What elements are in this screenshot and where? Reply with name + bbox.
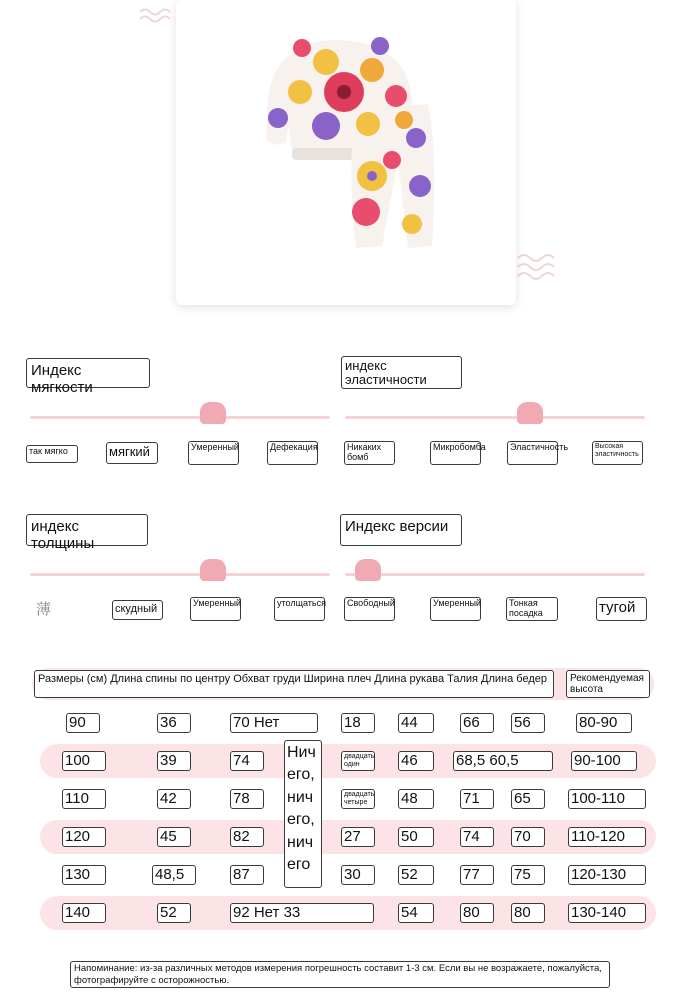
size-cell: 100-110 bbox=[568, 789, 646, 809]
version-label-slim-fit: Тонкая посадка bbox=[506, 597, 558, 621]
size-cell: 44 bbox=[398, 713, 434, 733]
size-cell: 90 bbox=[66, 713, 100, 733]
pajama-set-image bbox=[176, 0, 516, 305]
elasticity-label-high: Высокая эластичность bbox=[592, 441, 643, 465]
thickness-label-moderate: Умеренный bbox=[190, 597, 241, 621]
version-label-moderate: Умеренный bbox=[430, 597, 481, 621]
size-cell: 90-100 bbox=[571, 751, 637, 771]
size-cell: 75 bbox=[511, 865, 545, 885]
size-cell: 74 bbox=[460, 827, 494, 847]
thickness-slider-marker bbox=[200, 559, 226, 581]
elasticity-label-elastic: Эластичность bbox=[507, 441, 558, 465]
size-cell: 71 bbox=[460, 789, 494, 809]
softness-label-defecation: Дефекация bbox=[267, 441, 318, 465]
size-cell: 80 bbox=[511, 903, 545, 923]
version-label-tight: тугой bbox=[596, 597, 647, 621]
size-cell: 70 bbox=[511, 827, 545, 847]
size-cell: 46 bbox=[398, 751, 434, 771]
version-slider-track bbox=[345, 573, 645, 576]
size-cell: 45 bbox=[157, 827, 191, 847]
decorative-wave-top-left bbox=[138, 6, 178, 26]
softness-label-very-soft: так мягко bbox=[26, 445, 78, 463]
softness-label-soft: мягкий bbox=[106, 442, 158, 464]
version-slider-marker bbox=[355, 559, 381, 581]
size-cell: 39 bbox=[157, 751, 191, 771]
size-cell: 130 bbox=[62, 865, 106, 885]
size-cell: 77 bbox=[460, 865, 494, 885]
size-cell: 66 bbox=[460, 713, 494, 733]
thickness-slider-track bbox=[30, 573, 330, 576]
size-cell: 100 bbox=[62, 751, 106, 771]
size-cell: 140 bbox=[62, 903, 106, 923]
version-index-title: Индекс версии bbox=[340, 514, 462, 546]
size-cell: 78 bbox=[230, 789, 264, 809]
size-table-header: Размеры (см) Длина спины по центру Обхват груди Ширина плеч Длина рукава Талия Длина бедер bbox=[34, 670, 554, 698]
softness-slider-marker bbox=[200, 402, 226, 424]
thickness-label-thicken: утолщаться bbox=[274, 597, 325, 621]
softness-label-moderate: Умеренный bbox=[188, 441, 239, 465]
size-cell: 80 bbox=[460, 903, 494, 923]
size-cell: 48 bbox=[398, 789, 434, 809]
elasticity-label-none: Никаких бомб bbox=[344, 441, 395, 465]
size-cell: 70 Нет bbox=[230, 713, 318, 733]
size-cell: 48,5 bbox=[152, 865, 196, 885]
size-cell: 92 Нет 33 bbox=[230, 903, 374, 923]
thickness-label-scanty: скудный bbox=[112, 600, 163, 620]
size-cell: 80-90 bbox=[576, 713, 632, 733]
softness-index-title: Индекс мягкости bbox=[26, 358, 150, 388]
size-cell: 52 bbox=[398, 865, 434, 885]
size-merged-cell: Ничего, ничего, ничего bbox=[284, 740, 322, 888]
size-cell: 52 bbox=[157, 903, 191, 923]
elasticity-slider-track bbox=[345, 416, 645, 419]
elasticity-index-title: индекс эластичности bbox=[341, 356, 462, 389]
measurement-note: Напоминание: из-за различных методов измерения погрешность составит 1-3 см. Если вы не возражаете, пожалуйста, фотографируйте с осторожностью. bbox=[70, 961, 610, 988]
product-photo-card bbox=[176, 0, 516, 305]
elasticity-slider-marker bbox=[517, 402, 543, 424]
size-cell: 42 bbox=[157, 789, 191, 809]
size-cell: 130-140 bbox=[568, 903, 646, 923]
thickness-index-title: индекс толщины bbox=[26, 514, 148, 546]
size-cell: 30 bbox=[341, 865, 375, 885]
size-cell: 36 bbox=[157, 713, 191, 733]
size-table-header-height: Рекомендуемая высота bbox=[566, 670, 650, 698]
size-cell: 120-130 bbox=[568, 865, 646, 885]
size-cell: двадцать четыре bbox=[341, 789, 375, 809]
size-cell: 68,5 60,5 bbox=[453, 751, 553, 771]
size-cell: 54 bbox=[398, 903, 434, 923]
size-cell: 120 bbox=[62, 827, 106, 847]
size-cell: 82 bbox=[230, 827, 264, 847]
size-cell: 110 bbox=[62, 789, 106, 809]
softness-slider-track bbox=[30, 416, 330, 419]
size-cell: 87 bbox=[230, 865, 264, 885]
size-cell: двадцать один bbox=[341, 751, 375, 771]
size-cell: 50 bbox=[398, 827, 434, 847]
elasticity-label-micro: Микробомба bbox=[430, 441, 481, 465]
size-cell: 65 bbox=[511, 789, 545, 809]
size-cell: 110-120 bbox=[568, 827, 646, 847]
size-cell: 56 bbox=[511, 713, 545, 733]
size-cell: 18 bbox=[341, 713, 375, 733]
decorative-wave-right bbox=[516, 250, 564, 284]
size-cell: 27 bbox=[341, 827, 375, 847]
size-cell: 74 bbox=[230, 751, 264, 771]
thickness-label-thin: 薄 bbox=[36, 601, 52, 618]
version-label-loose: Свободный bbox=[344, 597, 395, 621]
